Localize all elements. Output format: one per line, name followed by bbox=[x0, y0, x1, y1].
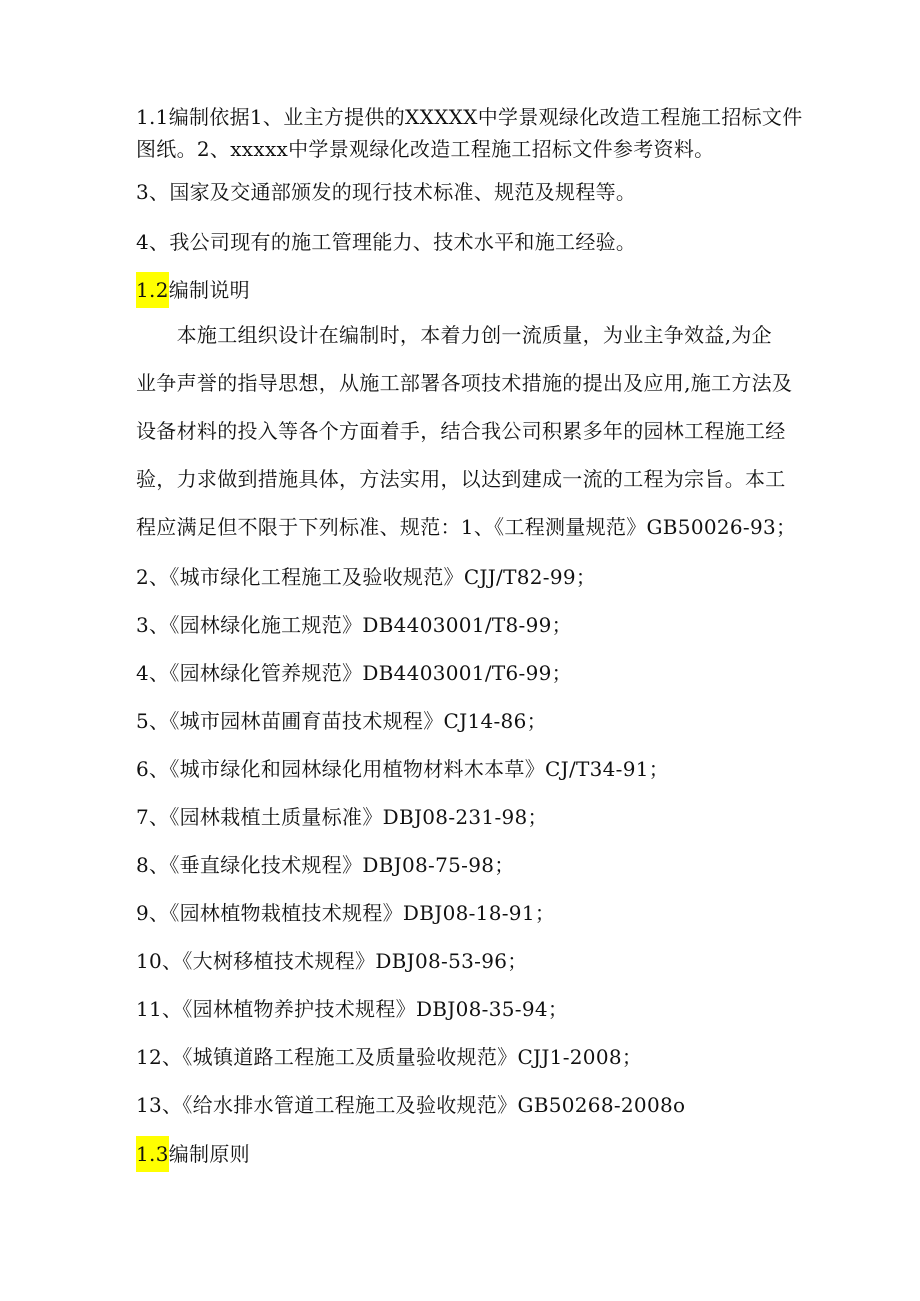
highlighted-section-number: 1.3 bbox=[136, 1136, 169, 1172]
standard-item: 3、《园林绿化施工规范》DB4403001/T8-99； bbox=[136, 613, 572, 637]
paragraph-line: 设备材料的投入等各个方面着手，结合我公司积累多年的园林工程施工经 bbox=[136, 419, 786, 443]
paragraph-line: 业争声誉的指导思想，从施工部署各项技术措施的提出及应用,施工方法及 bbox=[136, 371, 793, 395]
basis-line-1: 1.1编制依据1、业主方提供的XXXXX中学景观绿化改造工程施工招标文件 bbox=[136, 105, 803, 129]
standard-item: 8、《垂直绿化技术规程》DBJ08-75-98； bbox=[136, 853, 515, 877]
paragraph-line: 验，力求做到措施具体，方法实用，以达到建成一流的工程为宗旨。本工 bbox=[136, 467, 786, 491]
standard-item: 2、《城市绿化工程施工及验收规范》CJJ/T82-99； bbox=[136, 565, 597, 589]
standard-item: 11、《园林植物养护技术规程》DBJ08-35-94； bbox=[136, 997, 569, 1021]
section-heading-1-2 bbox=[136, 274, 250, 303]
standard-item: 7、《园林栽植土质量标准》DBJ08-231-98； bbox=[136, 805, 548, 829]
section-heading-1-3 bbox=[136, 1138, 250, 1167]
basis-item-3: 3、国家及交通部颁发的现行技术标准、规范及规程等。 bbox=[136, 180, 637, 204]
standard-item: 4、《园林绿化管养规范》DB4403001/T6-99； bbox=[136, 661, 572, 685]
section-title: 编制原则 bbox=[168, 1142, 250, 1166]
section-title: 编制说明 bbox=[168, 278, 250, 302]
paragraph-line: 程应满足但不限于下列标准、规范：1、《工程测量规范》GB50026-93； bbox=[136, 515, 797, 539]
description-paragraph bbox=[136, 311, 796, 551]
standard-item: 12、《城镇道路工程施工及质量验收规范》CJJ1-2008； bbox=[136, 1045, 643, 1069]
standard-item: 6、《城市绿化和园林绿化用植物材料木本草》CJ/T34-91； bbox=[136, 757, 670, 781]
paragraph-line: 本施工组织设计在编制时，本着力创一流质量，为业主争效益,为企 bbox=[136, 323, 772, 347]
standard-item: 9、《园林植物栽植技术规程》DBJ08-18-91； bbox=[136, 901, 556, 925]
highlighted-section-number: 1.2 bbox=[136, 272, 169, 308]
standard-item: 13、《给水排水管道工程施工及验收规范》GB50268-2008o bbox=[136, 1093, 686, 1117]
basis-item-4: 4、我公司现有的施工管理能力、技术水平和施工经验。 bbox=[136, 230, 637, 254]
basis-line-2: 图纸。2、xxxxx中学景观绿化改造工程施工招标文件参考资料。 bbox=[136, 137, 715, 161]
standard-item: 10、《大树移植技术规程》DBJ08-53-96； bbox=[136, 949, 528, 973]
standard-item: 5、《城市园林苗圃育苗技术规程》CJ14-86； bbox=[136, 709, 547, 733]
